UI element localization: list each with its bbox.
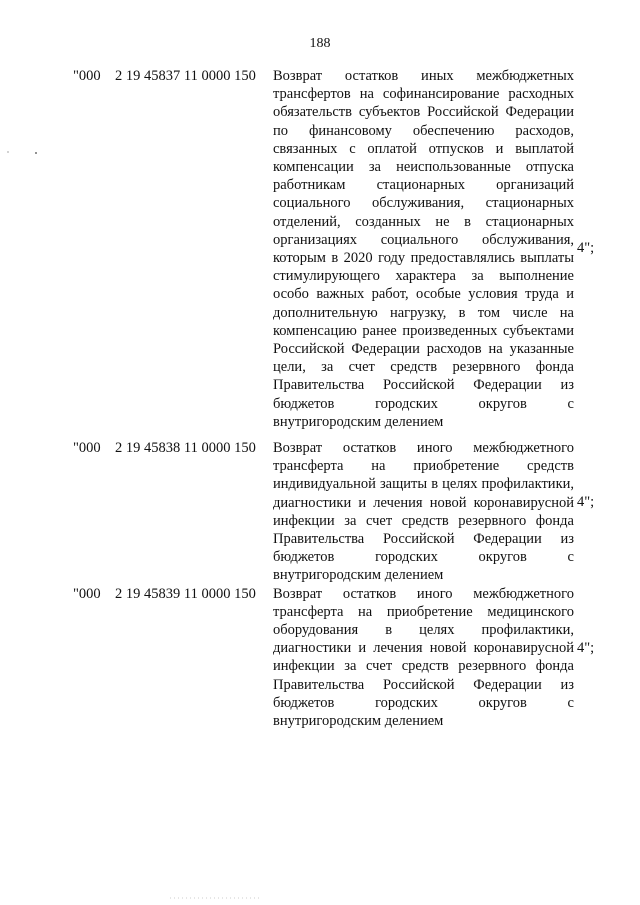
row-description: Возврат остатков иных межбюджетных трансфертов на софинансирование расходных обязательств субъектов Российской Федерации по финансовому обеспечению расходов, связанных с оплатой отпусков и выплатой компенсации за неиспользованные отпуска работникам стационарных организаций социального обслуживания, стационарных отделений, созданных не в стационарных организациях социального обслуживания, которым в 2020 году предоставлялись выплаты стимулирующего характера за выполнение особо важных работ, особые условия труда и дополнительную нагрузку, в том числе на компенсацию ранее произведенных субъектами Российской Федерации расходов на указанные цели, за счет средств резервного фонда Правительства Российской Федерации из бюджетов городских округов с внутригородским делением	[273, 68, 574, 430]
row-kbk-code: 2 19 45838 11 0000 150	[115, 440, 256, 456]
table-row	[73, 585, 613, 731]
row-value: 4";	[577, 639, 595, 656]
row-description: Возврат остатков иного межбюджетного трансферта на приобретение средств индивидуальной защиты в целях профилактики, диагностики и лечения новой коронавирусной инфекции за счет средств резервного фонда Правительства Российской Федерации из бюджетов городских округов с внутригородским делением	[273, 440, 574, 584]
row-code: "000	[73, 585, 101, 602]
table-row	[73, 439, 613, 585]
table-row	[73, 67, 613, 439]
page-number: 188	[309, 36, 331, 51]
row-code: "000	[73, 440, 101, 456]
row-kbk-code: 2 19 45837 11 0000 150	[115, 68, 256, 84]
row-code: "000	[73, 68, 101, 84]
row-value: 4";	[577, 240, 595, 256]
row-value: 4";	[577, 494, 595, 510]
row-kbk-code: 2 19 45839 11 0000 150	[115, 585, 256, 602]
budget-codes-table	[73, 67, 613, 730]
row-description: Возврат остатков иного межбюджетного трансферта на приобретение медицинского оборудования в целях профилактики, диагностики и лечения новой коронавирусной инфекции за счет средств резервного фонда Правительства Российской Федерации из бюджетов городских округов с внутригородским делением	[273, 585, 574, 730]
